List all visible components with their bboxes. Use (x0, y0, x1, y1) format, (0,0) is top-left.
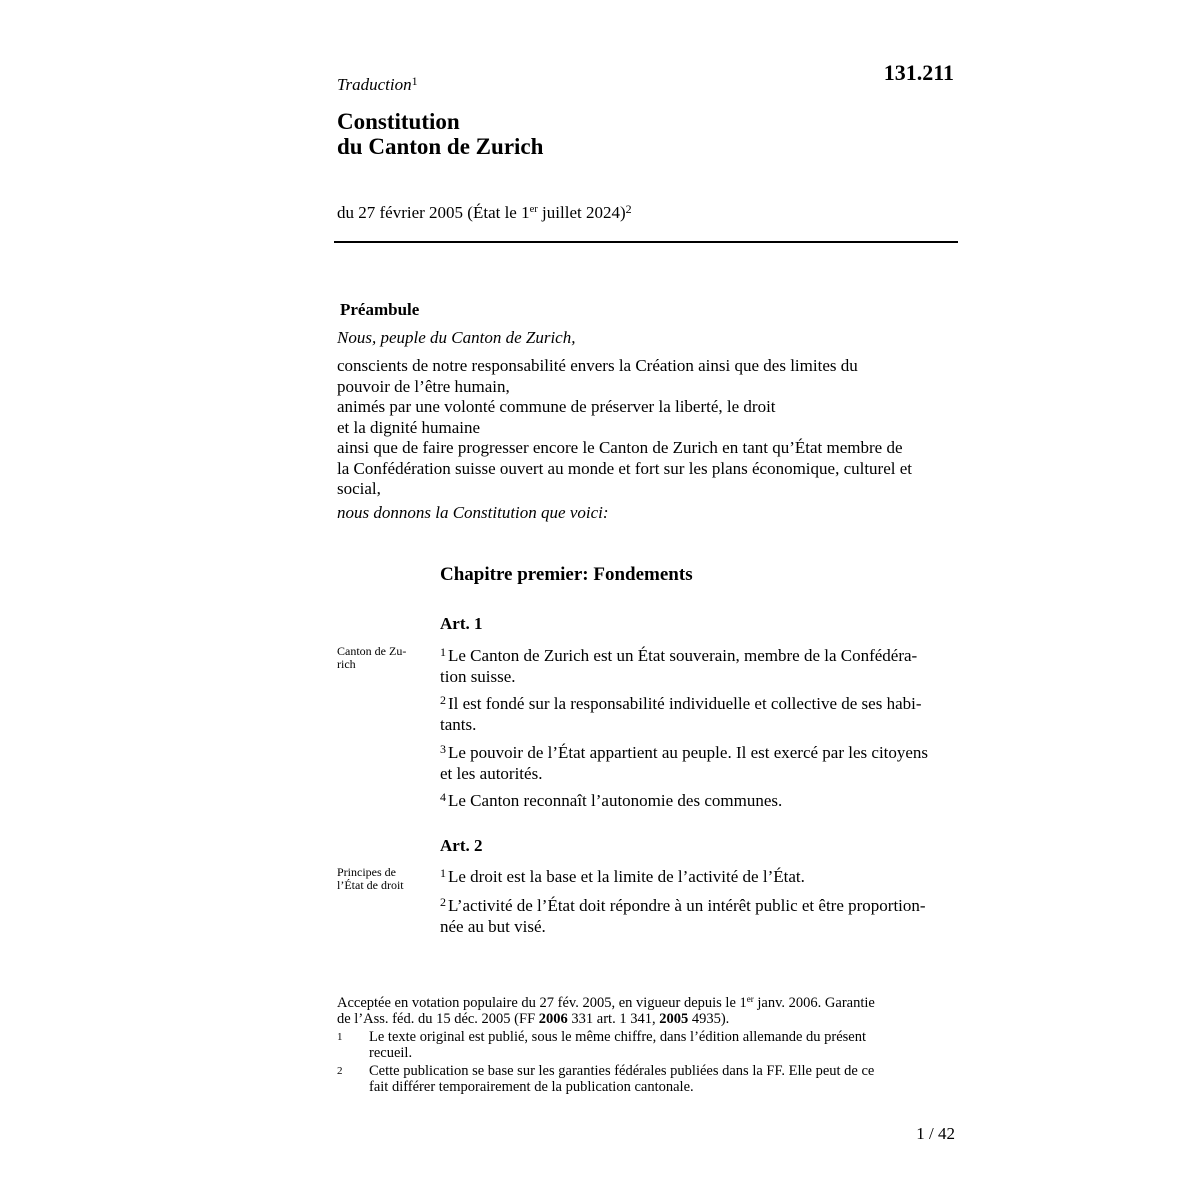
preamble-line: social, (337, 479, 381, 498)
sr-number: 131.211 (883, 60, 954, 85)
preamble-heading: Préambule (340, 300, 420, 319)
preamble-intro: Nous, peuple du Canton de Zurich, (337, 328, 576, 347)
article-1-paragraph-2: $^2$ Il est fondé sur la responsabilité individuelle et collective de ses habi- tants. (440, 693, 922, 734)
preamble-line: la Confédération suisse ouvert au monde et fort sur les plans économique, culturel et (337, 458, 913, 478)
preamble-line: animés par une volonté commune de préserver la liberté, le droit (337, 397, 776, 416)
translation-label: Traduction$^1$ (337, 74, 418, 94)
footnote-2: 2 Cette publication se base sur les garanties fédérales publiées dans la FF. Elle peut de ce fait différer temporairement de la publication cantonale. (337, 1063, 875, 1095)
preamble-body (337, 356, 957, 500)
footnote-ref-2[interactable]: 2 (625, 202, 632, 216)
article-1-margin-note: Canton de Zu- rich (337, 644, 407, 671)
preamble-line: conscients de notre responsabilité envers la Création ainsi que des limites du (337, 356, 858, 375)
chapter-heading: Chapitre premier: Fondements (440, 564, 693, 585)
footnote-area (337, 995, 947, 1095)
footnote-1: 1 Le texte original est publié, sous le même chiffre, dans l’édition allemande du présent recueil. (337, 1029, 867, 1061)
article-1-title: Art. 1 (440, 614, 483, 633)
article-1-paragraph-3: $^3$ Le pouvoir de l’État appartient au peuple. Il est exercé par les citoyens et les autorités. (440, 742, 929, 783)
preamble-line: ainsi que de faire progresser encore le Canton de Zurich en tant qu’État membre de (337, 438, 903, 457)
article-2-paragraph-2: $^2$ L’activité de l’État doit répondre à un intérêt public et être proportion- née au but visé. (440, 895, 926, 936)
preamble-line: pouvoir de l’être humain, (337, 376, 510, 396)
article-2-paragraph-1: $^1$ Le droit est la base et la limite de l’activité de l’État. (440, 866, 805, 886)
acceptance-note: Acceptée en votation populaire du 27 fév. 2005, en vigueur depuis le 1er janv. 2006. Garantie de l’Ass. féd. du 15 déc. 2005 (FF 2006 331 art. 1 341, 2005 4935). (337, 994, 875, 1027)
article-1-paragraph-1: $^1$ Le Canton de Zurich est un État souverain, membre de la Confédéra- tion suisse. (440, 645, 918, 686)
document-date: du 27 février 2005 (État le 1er juillet 2024)$^2$ (337, 202, 632, 222)
document-title (337, 109, 543, 159)
title-line-1: Constitution (337, 109, 460, 134)
preamble-line: et la dignité humaine (337, 417, 481, 437)
article-2-title: Art. 2 (440, 836, 483, 855)
page-number: 1 / 42 (916, 1124, 955, 1143)
footnote-ref-1[interactable]: 1 (411, 74, 418, 88)
article-2-margin-note: Principes de l’État de droit (337, 865, 404, 892)
preamble-closing: nous donnons la Constitution que voici: (337, 503, 609, 522)
title-divider (334, 241, 958, 243)
article-1-paragraph-4: $^4$ Le Canton reconnaît l’autonomie des communes. (440, 790, 783, 810)
title-line-2: du Canton de Zurich (337, 134, 544, 159)
